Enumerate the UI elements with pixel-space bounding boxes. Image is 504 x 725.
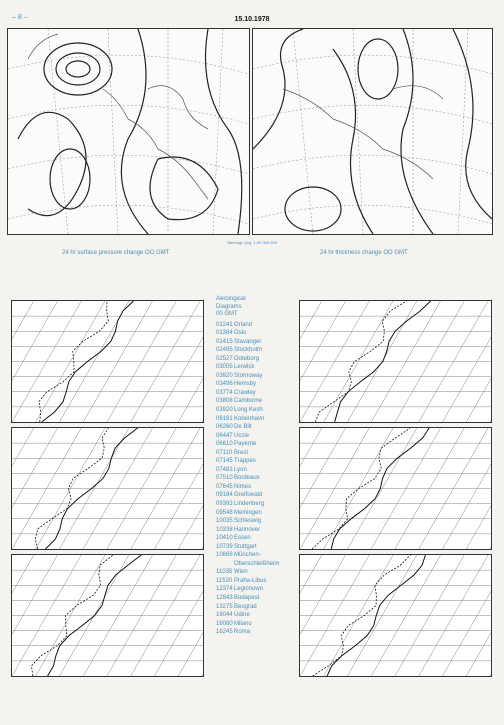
station-name: Stornoway [234, 372, 263, 379]
station-item [216, 543, 296, 552]
right-map-caption: 24 hr thickness change OO GMT [320, 250, 408, 256]
left-map-caption: 24 hr surface pressure change OO GMT [62, 250, 170, 256]
station-list [216, 296, 296, 637]
station-name: Orland [234, 321, 253, 328]
station-item [216, 363, 296, 372]
station-item [216, 594, 296, 603]
station-item [216, 560, 296, 569]
station-id: 09184 [216, 492, 233, 499]
station-item [216, 585, 296, 594]
station-name: Essen [234, 535, 251, 542]
station-id: 12843 [216, 595, 233, 601]
station-name: München- [234, 552, 261, 559]
station-id: 07110 [216, 449, 233, 456]
station-id [216, 560, 234, 569]
page-date: 15.10.1978 [234, 16, 270, 23]
station-item [216, 432, 296, 441]
station-item [216, 406, 296, 415]
station-id: 16245 [216, 629, 233, 636]
map-scale-note: Stereogr. proj. 1:40 000 000 [227, 240, 277, 245]
station-id: 06260 [216, 424, 233, 431]
station-id: 02527 [216, 355, 233, 362]
station-item [216, 509, 296, 518]
station-id: 10338 [216, 526, 233, 533]
station-name: Kobenhavn [234, 415, 265, 422]
station-id: 06181 [216, 415, 233, 422]
station-item [216, 440, 296, 449]
station-item [216, 346, 296, 355]
station-name: Trappes [234, 458, 256, 465]
station-name: Crawley [234, 389, 256, 396]
header-line-3: 00 GMT [216, 311, 238, 317]
station-id: 10739 [216, 543, 233, 550]
station-name: Legionowo [234, 586, 264, 593]
aerological-diagram [299, 427, 492, 550]
aerological-diagram [299, 300, 492, 423]
station-id: 03808 [216, 398, 233, 405]
station-name: Oberschleißheim [234, 560, 280, 567]
station-item [216, 457, 296, 466]
station-id: 13275 [216, 603, 233, 610]
station-name: Bordeaux [234, 475, 260, 482]
aerological-diagram [11, 427, 204, 550]
aerological-diagram [11, 300, 204, 423]
station-item [216, 628, 296, 637]
station-id: 07645 [216, 483, 233, 490]
station-item [216, 338, 296, 347]
station-item [216, 329, 296, 338]
station-list-header [216, 296, 296, 319]
station-id: 06447 [216, 432, 233, 439]
station-id: 03920 [216, 406, 233, 413]
station-item [216, 355, 296, 364]
station-name: Hemsby [234, 381, 257, 388]
station-name: Camborne [234, 398, 263, 405]
station-name: Udine [234, 612, 250, 619]
station-id: 01384 [216, 330, 233, 337]
station-name: Lyon [234, 466, 247, 473]
station-name: Schleswig [234, 518, 262, 525]
station-name: Beograd [234, 603, 257, 610]
station-name: Brest [234, 449, 249, 456]
station-id: 10868 [216, 552, 233, 559]
station-item [216, 620, 296, 629]
station-item [216, 551, 296, 560]
station-id: 10035 [216, 518, 233, 525]
station-item [216, 526, 296, 535]
station-item [216, 389, 296, 398]
station-item [216, 474, 296, 483]
station-item [216, 321, 296, 330]
station-name: Stockholm [234, 347, 263, 354]
station-item [216, 423, 296, 432]
station-id: 01415 [216, 338, 233, 345]
station-id: 03920 [216, 372, 233, 379]
station-id: 09548 [216, 509, 233, 516]
station-name: Budapest [234, 595, 260, 601]
aerological-diagram [299, 554, 492, 677]
station-name: Meiningen [234, 509, 262, 516]
station-item [216, 466, 296, 475]
surface-pressure-change-map [7, 28, 250, 235]
station-name: Praha-Libus [234, 577, 267, 584]
station-id: 01241 [216, 321, 233, 328]
station-id: 07481 [216, 466, 233, 473]
station-item [216, 372, 296, 381]
station-name: Lindenberg [234, 500, 265, 507]
station-name: Wien [234, 569, 248, 576]
station-name: Nimes [234, 483, 252, 490]
station-id: 11035 [216, 569, 233, 576]
station-name: Long Kesh [234, 406, 263, 413]
page-number: – 8 – [12, 14, 28, 21]
station-item [216, 534, 296, 543]
station-item [216, 603, 296, 612]
station-name: Hannover [234, 526, 261, 533]
aerological-diagrams-left [11, 300, 204, 684]
station-item [216, 397, 296, 406]
station-name: Oslo [234, 330, 247, 337]
station-name: Lerwick [234, 364, 255, 371]
station-item [216, 491, 296, 500]
station-id: 11520 [216, 577, 233, 584]
station-id: 10410 [216, 535, 233, 542]
station-name: Stavanger [234, 338, 262, 345]
station-name: Goteborg [234, 355, 260, 362]
station-name: Payerne [234, 441, 257, 448]
station-name: Greifswald [234, 492, 263, 499]
station-name: De Bilt [234, 424, 252, 431]
aerological-diagram [11, 554, 204, 677]
station-id: 07145 [216, 458, 233, 465]
station-item [216, 577, 296, 586]
station-id: 06610 [216, 441, 233, 448]
station-id: 07510 [216, 475, 233, 482]
station-item [216, 380, 296, 389]
station-id: 03496 [216, 381, 233, 388]
station-item [216, 449, 296, 458]
header-line-1: Aerological [216, 296, 246, 302]
station-name: Uccle [234, 432, 250, 439]
station-name: Roma [234, 629, 251, 636]
station-item [216, 517, 296, 526]
station-item [216, 611, 296, 620]
station-item [216, 568, 296, 577]
thickness-change-map [252, 28, 493, 235]
station-item [216, 500, 296, 509]
station-item [216, 483, 296, 492]
station-id: 16044 [216, 612, 233, 619]
station-name: Milano [234, 620, 252, 627]
station-id: 03774 [216, 389, 233, 396]
station-item [216, 415, 296, 424]
station-name: Stuttgart [234, 543, 257, 550]
station-id: 16080 [216, 620, 233, 627]
station-id: 12374 [216, 586, 233, 593]
aerological-diagrams-right [299, 300, 492, 684]
station-id: 02465 [216, 347, 233, 354]
header-line-2: Diagrams [216, 303, 242, 310]
station-id: 03005 [216, 364, 233, 371]
station-id: 09393 [216, 500, 233, 507]
